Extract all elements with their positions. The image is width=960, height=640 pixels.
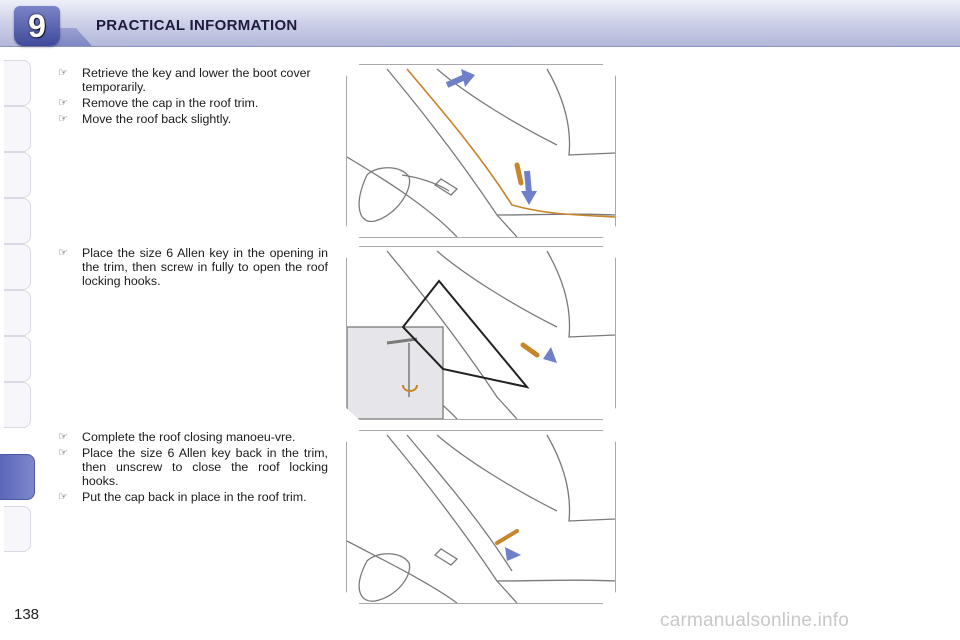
pointing-hand-icon: ☞: [58, 447, 68, 459]
pointing-hand-icon: ☞: [58, 247, 68, 259]
chapter-tab[interactable]: [4, 290, 31, 336]
instruction-text: Move the roof back slightly.: [82, 112, 232, 126]
instruction-item: [56, 66, 328, 94]
chapter-tab[interactable]: [4, 60, 31, 106]
chapter-number: 9: [28, 8, 46, 44]
page-number: 138: [14, 606, 40, 623]
instruction-item: [56, 246, 328, 288]
chapter-tab[interactable]: [4, 506, 31, 552]
pointing-hand-icon: ☞: [58, 431, 68, 443]
instruction-text: Retrieve the key and lower the boot cover temporarily.: [82, 66, 311, 94]
chapter-tab-active[interactable]: [0, 454, 35, 500]
instruction-text: Complete the roof closing manoeu-vre.: [82, 430, 296, 444]
illustration-allen-key-insert: [346, 246, 616, 420]
chapter-tab[interactable]: [4, 152, 31, 198]
chapter-tab[interactable]: [4, 244, 31, 290]
instruction-text: Place the size 6 Allen key in the opening in the trim, then screw in fully to open the roof locking hooks.: [82, 246, 328, 288]
chapter-tab[interactable]: [4, 198, 31, 244]
chapter-header: [0, 0, 960, 47]
instruction-block-1: [56, 66, 328, 128]
instruction-text: Remove the cap in the roof trim.: [82, 96, 259, 110]
instruction-item: [56, 112, 328, 126]
pointing-hand-icon: ☞: [58, 67, 68, 79]
chapter-tab[interactable]: [4, 336, 31, 382]
chapter-tab[interactable]: [4, 382, 31, 428]
pointing-hand-icon: ☞: [58, 97, 68, 109]
instruction-item: [56, 446, 328, 488]
chapter-badge: [14, 6, 60, 46]
page-title: PRACTICAL INFORMATION: [96, 17, 298, 34]
watermark: carmanualsonline.info: [660, 610, 850, 631]
illustration-allen-key-unscrew: [346, 430, 616, 604]
instruction-block-3: [56, 430, 328, 506]
pointing-hand-icon: ☞: [58, 491, 68, 503]
instruction-block-2: [56, 246, 328, 290]
instruction-item: [56, 490, 328, 504]
chapter-tab[interactable]: [4, 106, 31, 152]
instruction-item: [56, 96, 328, 110]
chapter-tabs: [0, 60, 36, 580]
illustration-roof-trim-cap: [346, 64, 616, 238]
pointing-hand-icon: ☞: [58, 113, 68, 125]
instruction-item: [56, 430, 328, 444]
instruction-text: Place the size 6 Allen key back in the trim, then unscrew to close the roof locking hooks.: [82, 446, 328, 488]
instruction-text: Put the cap back in place in the roof trim.: [82, 490, 307, 504]
